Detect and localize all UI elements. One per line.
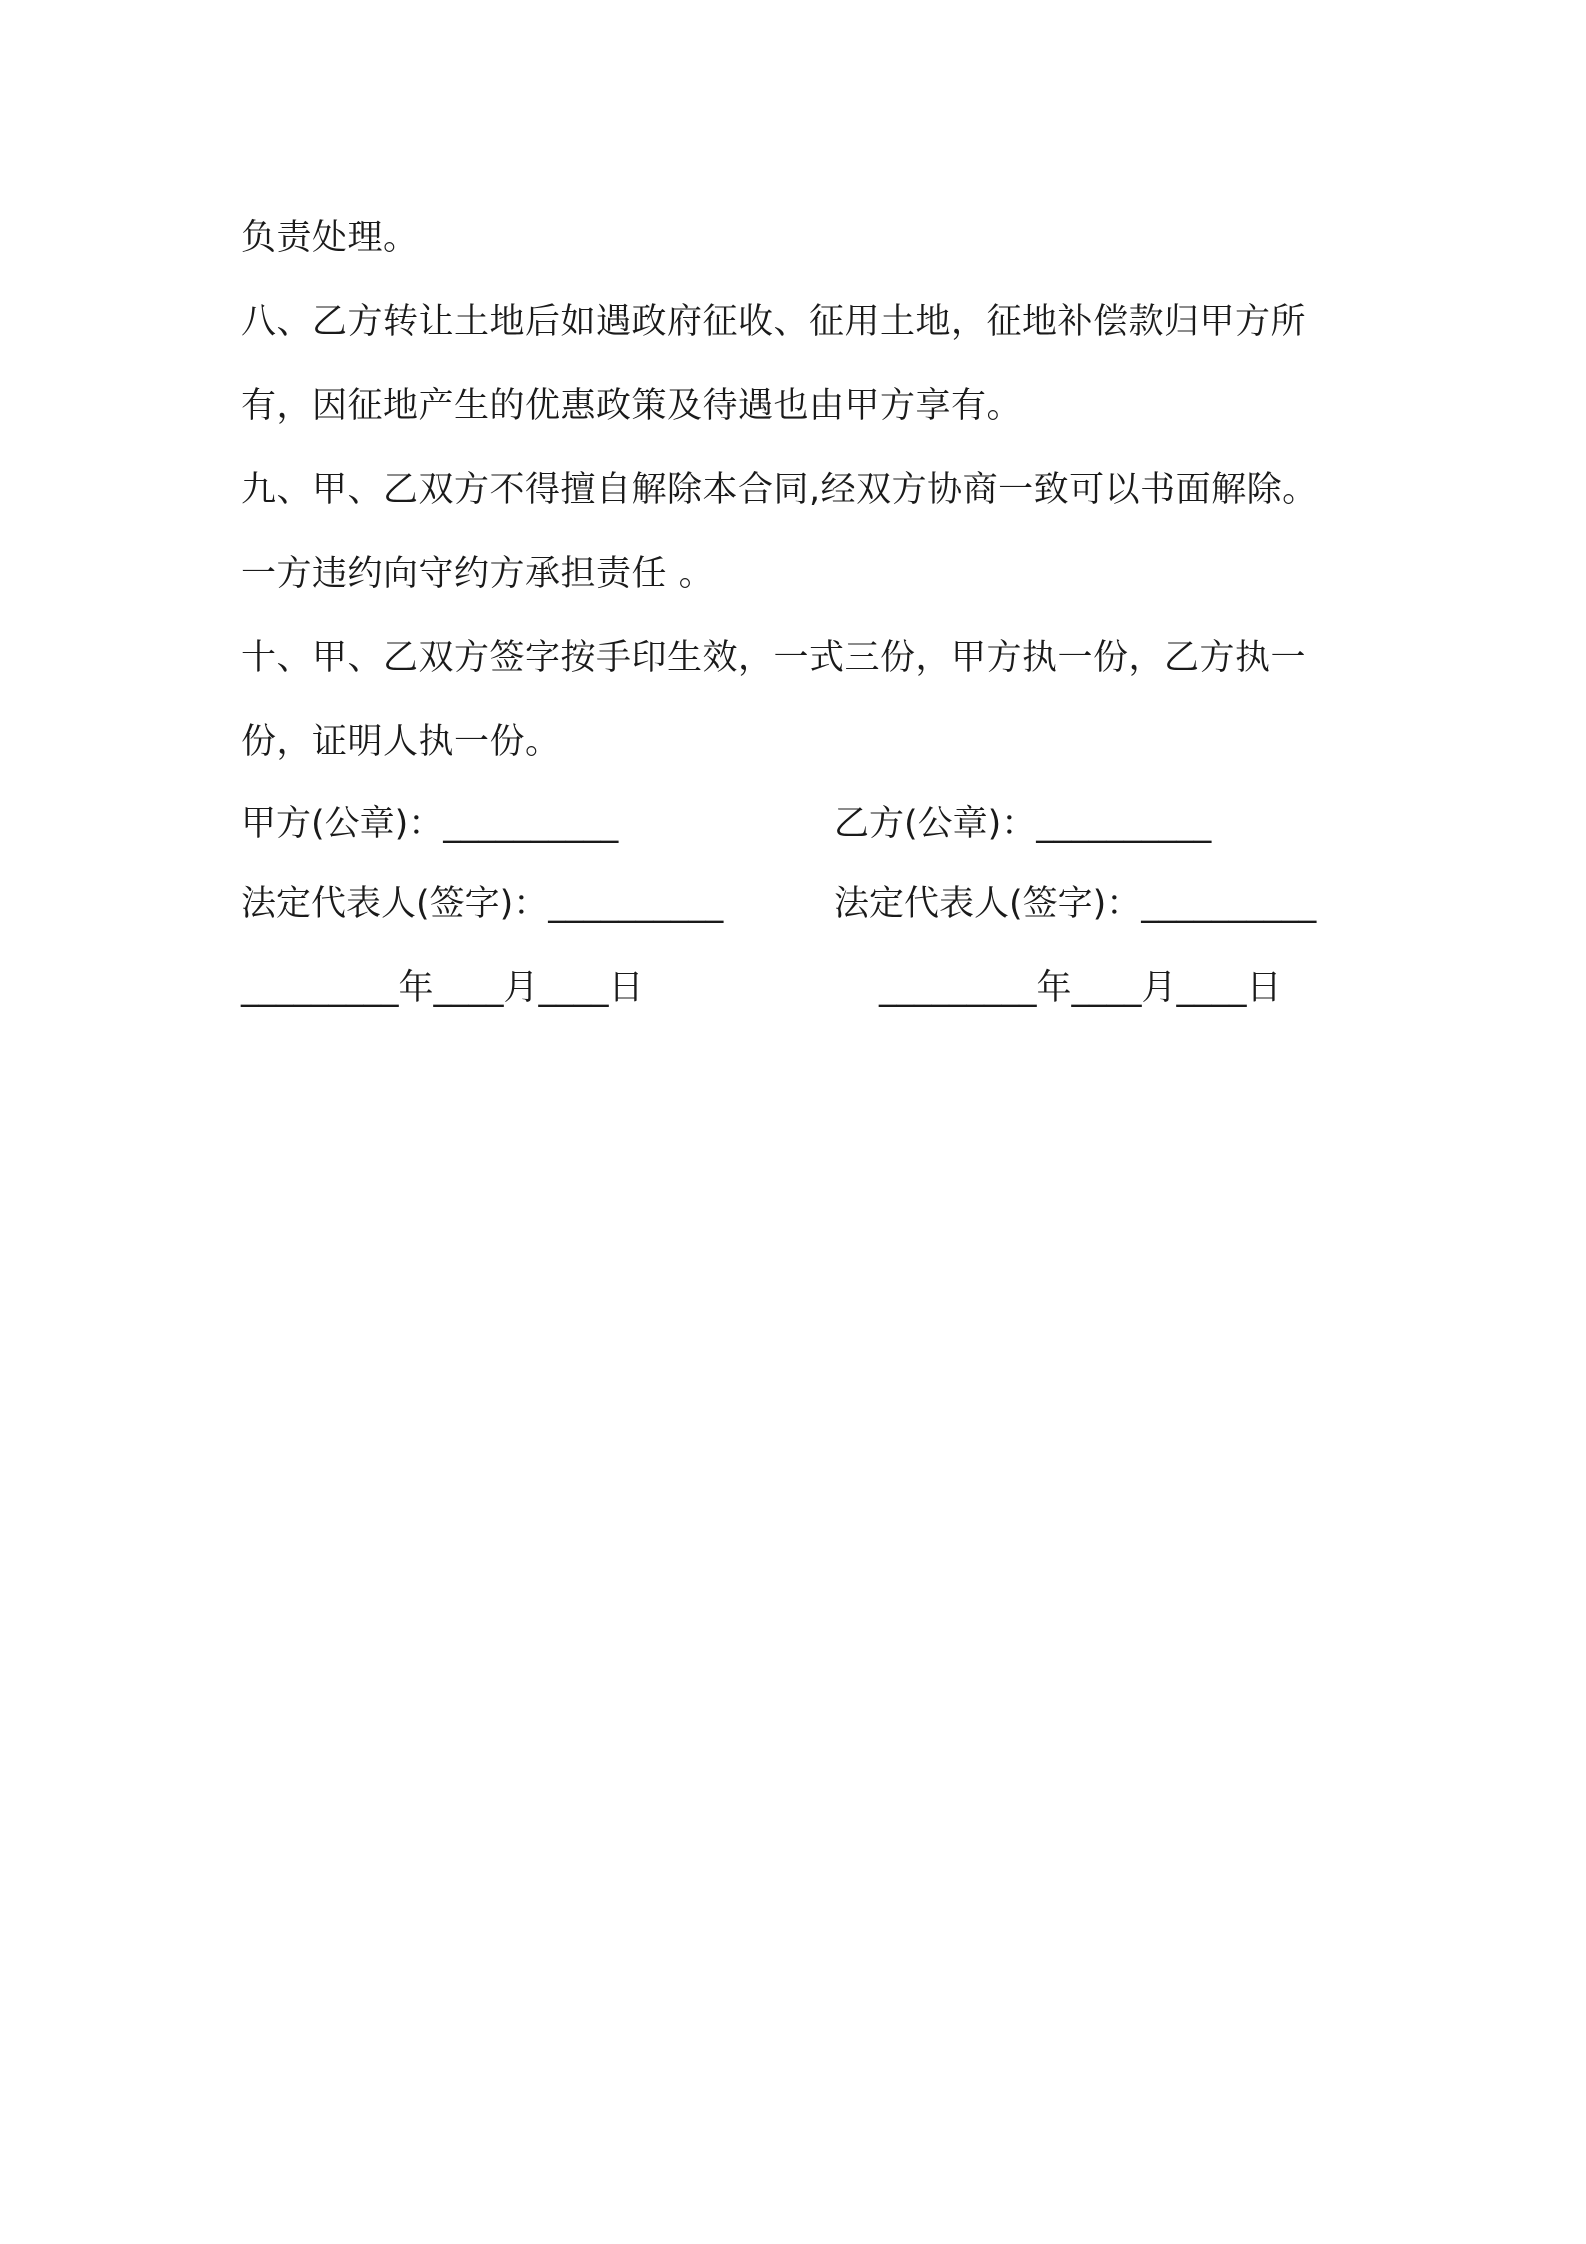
clause-eight-line-1: 八、乙方转让土地后如遇政府征收、征用土地，征地补偿款归甲方所 <box>241 302 1307 342</box>
contract-clauses <box>241 196 1361 784</box>
party-a-representative-field: 法定代表人(签字)：__________ <box>241 884 724 924</box>
clause-line-1: 负责处理。 <box>241 218 419 258</box>
clause-eight-line-2: 有，因征地产生的优惠政策及待遇也由甲方享有。 <box>241 386 1023 426</box>
party-a-date-field: _________年____月____日 <box>241 968 644 1008</box>
party-b-date-field: _________年____月____日 <box>879 968 1282 1008</box>
clause-nine-line-1: 九、甲、乙双方不得擅自解除本合同,经双方协商一致可以书面解除。 <box>241 470 1318 510</box>
clause-nine-line-2: 一方违约向守约方承担责任 。 <box>241 554 715 594</box>
party-b-seal-field: 乙方(公章)：__________ <box>834 804 1212 844</box>
clause-ten-line-2: 份，证明人执一份。 <box>241 722 561 762</box>
signature-block <box>241 784 1361 1032</box>
party-b-representative-field: 法定代表人(签字)：__________ <box>834 884 1317 924</box>
party-a-seal-field: 甲方(公章)：__________ <box>241 804 619 844</box>
date-row <box>241 944 1361 1032</box>
seal-row <box>241 784 1361 864</box>
representative-row <box>241 864 1361 944</box>
clause-ten-line-1: 十、甲、乙双方签字按手印生效，一式三份，甲方执一份，乙方执一 <box>241 638 1307 678</box>
